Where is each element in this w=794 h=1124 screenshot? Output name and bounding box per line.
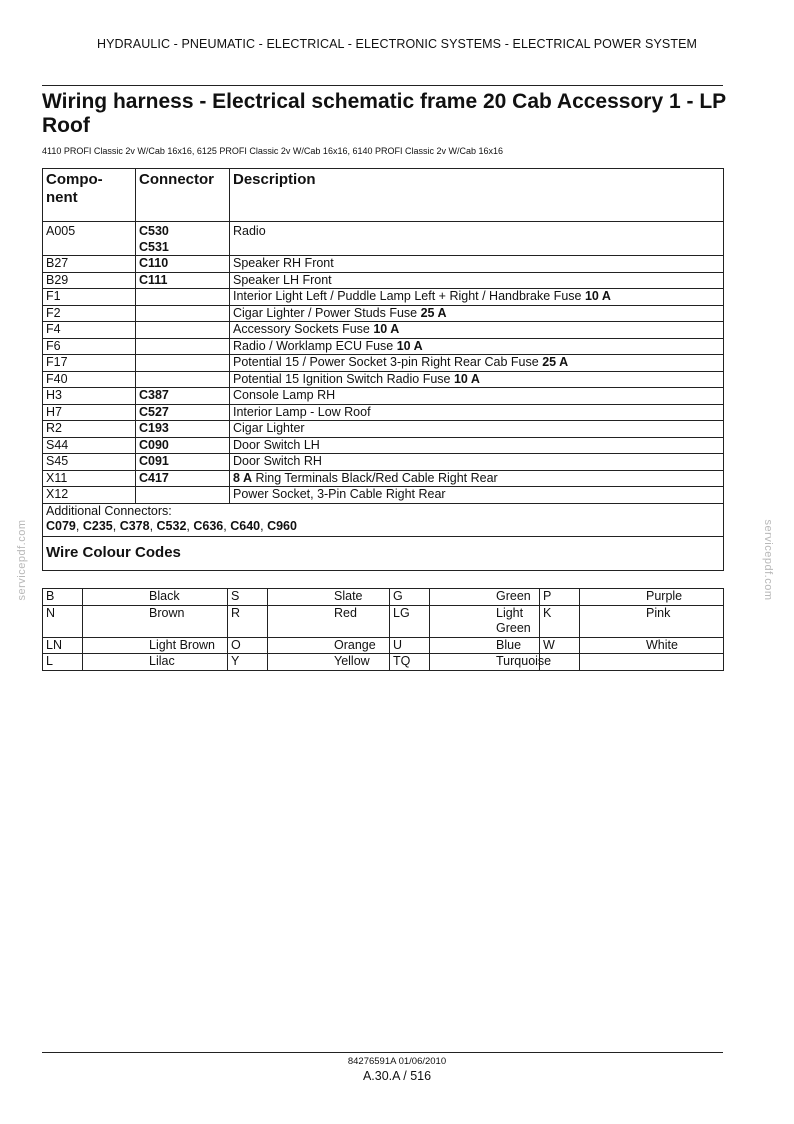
connector-cell — [136, 487, 230, 504]
description-text: Interior Lamp - Low Roof — [233, 404, 371, 419]
additional-connectors-label: Additional Connectors: — [46, 503, 172, 518]
table-row — [43, 256, 724, 273]
table-row — [43, 272, 724, 289]
colour-code: S — [228, 589, 268, 606]
description-text: Interior Light Left / Puddle Lamp Left + Right / Handbrake Fuse — [233, 289, 585, 303]
table-row — [43, 487, 724, 504]
colour-name: Slate — [268, 589, 390, 606]
wire-colour-title-row — [43, 536, 724, 570]
page-header: HYDRAULIC - PNEUMATIC - ELECTRICAL - ELECTRONIC SYSTEMS - ELECTRICAL POWER SYSTEM — [96, 37, 698, 51]
colour-code: LG — [390, 605, 430, 637]
colour-code: TQ — [390, 654, 430, 671]
description-text: Cigar Lighter — [233, 421, 305, 435]
description-text: Speaker LH Front — [233, 272, 332, 287]
description-cell — [230, 222, 724, 256]
watermark-right: servicepdf.com — [762, 519, 774, 601]
description-cell — [230, 388, 724, 405]
description-text: Potential 15 / Power Socket 3-pin Right Rear Cab Fuse — [233, 355, 543, 369]
component-cell: S44 — [43, 437, 136, 454]
model-list: 4110 PROFI Classic 2v W/Cab 16x16, 6125 PROFI Classic 2v W/Cab 16x16, 6140 PROFI Classic 2v W/Cab 16x16 — [42, 146, 504, 156]
document-reference: 84276591A 01/06/2010 — [347, 1056, 447, 1067]
colour-name: Purple — [580, 589, 724, 606]
rating-value: 25 A — [420, 305, 447, 320]
connector-cell: C417 — [136, 470, 230, 487]
header-divider — [42, 85, 723, 86]
component-cell: S45 — [43, 454, 136, 471]
description-text: Accessory Sockets Fuse — [233, 322, 374, 336]
component-cell: H7 — [43, 404, 136, 421]
component-cell: F17 — [43, 355, 136, 372]
table-row — [43, 322, 724, 339]
connector-code: C640 — [230, 519, 261, 533]
component-cell: B27 — [43, 256, 136, 273]
table-row — [43, 371, 724, 388]
description-text: Ring Terminals Black/Red Cable Right Rear — [252, 470, 498, 485]
component-cell: X11 — [43, 470, 136, 487]
colour-name: Light Brown — [83, 637, 228, 654]
header-connector: Connector — [136, 169, 230, 222]
component-cell: B29 — [43, 272, 136, 289]
colour-code: O — [228, 637, 268, 654]
description-cell — [230, 256, 724, 273]
header-description: Description — [230, 169, 724, 222]
connector-cell: C530 C531 — [136, 222, 230, 256]
connector-cell: C091 — [136, 454, 230, 471]
connector-cell: C193 — [136, 421, 230, 438]
additional-connectors-list: C079, C235, C378, C532, C636, C640, C960 — [46, 519, 297, 533]
connector-code: C378 — [119, 519, 150, 533]
component-cell: F40 — [43, 371, 136, 388]
description-text: Potential 15 Ignition Switch Radio Fuse — [233, 371, 454, 386]
additional-connectors-cell — [43, 503, 724, 536]
connector-cell: C110 — [136, 256, 230, 273]
description-text: Radio — [233, 224, 266, 238]
component-cell: F6 — [43, 338, 136, 355]
description-cell — [230, 470, 724, 487]
description-cell — [230, 289, 724, 306]
component-cell: H3 — [43, 388, 136, 405]
connector-cell: C111 — [136, 272, 230, 289]
description-cell — [230, 322, 724, 339]
watermark-left: servicepdf.com — [16, 519, 28, 601]
component-cell: X12 — [43, 487, 136, 504]
description-text: Cigar Lighter / Power Studs Fuse — [233, 305, 421, 320]
table-row — [43, 470, 724, 487]
colour-name: Blue — [430, 637, 540, 654]
component-cell: F1 — [43, 289, 136, 306]
table-row — [43, 454, 724, 471]
rating-value: 8 A — [233, 470, 252, 485]
wire-colour-table — [42, 588, 724, 671]
colour-name: Yellow — [268, 654, 390, 671]
component-cell: R2 — [43, 421, 136, 438]
colour-name: Green — [430, 589, 540, 606]
description-text: Speaker RH Front — [233, 256, 334, 270]
colour-code: K — [540, 605, 580, 637]
description-text: Console Lamp RH — [233, 388, 336, 402]
header-component: Compo- nent — [43, 169, 136, 222]
rating-value: 10 A — [373, 322, 400, 336]
table-row — [43, 421, 724, 438]
component-table — [42, 168, 724, 571]
table-row — [43, 388, 724, 405]
colour-code: P — [540, 589, 580, 606]
description-cell — [230, 338, 724, 355]
rating-value: 25 A — [542, 355, 569, 369]
connector-cell: C387 — [136, 388, 230, 405]
description-cell — [230, 355, 724, 372]
description-cell — [230, 454, 724, 471]
rating-value: 10 A — [453, 371, 480, 386]
table-header-row — [43, 169, 724, 222]
colour-code: R — [228, 605, 268, 637]
table-row — [43, 404, 724, 421]
colour-row — [43, 605, 724, 637]
component-cell: A005 — [43, 222, 136, 256]
connector-cell — [136, 289, 230, 306]
component-cell: F2 — [43, 305, 136, 322]
connector-code: C636 — [193, 519, 224, 533]
colour-name: Orange — [268, 637, 390, 654]
connector-cell — [136, 371, 230, 388]
colour-code: B — [43, 589, 83, 606]
page-title: Wiring harness - Electrical schematic frame 20 Cab Accessory 1 - LP Roof — [42, 90, 726, 137]
colour-code: U — [390, 637, 430, 654]
colour-name: Turquoise — [430, 654, 540, 671]
colour-row — [43, 654, 724, 671]
description-cell — [230, 437, 724, 454]
additional-connectors-row — [43, 503, 724, 536]
connector-code: C235 — [82, 519, 113, 533]
colour-code: W — [540, 637, 580, 654]
colour-code: N — [43, 605, 83, 637]
description-cell — [230, 404, 724, 421]
description-cell — [230, 272, 724, 289]
colour-code: G — [390, 589, 430, 606]
connector-cell — [136, 305, 230, 322]
colour-name: Light Green — [430, 605, 540, 637]
connector-cell — [136, 322, 230, 339]
table-row — [43, 305, 724, 322]
connector-cell — [136, 355, 230, 372]
connector-code: C079 — [46, 519, 76, 533]
description-cell — [230, 421, 724, 438]
rating-value: 10 A — [396, 338, 423, 353]
connector-code: C532 — [156, 519, 187, 533]
table-row — [43, 355, 724, 372]
description-cell — [230, 305, 724, 322]
table-row — [43, 338, 724, 355]
table-row — [43, 437, 724, 454]
colour-name — [580, 654, 724, 671]
colour-name: Lilac — [83, 654, 228, 671]
description-text: Door Switch RH — [233, 454, 322, 468]
description-text: Radio / Worklamp ECU Fuse — [233, 338, 397, 353]
colour-code: LN — [43, 637, 83, 654]
colour-code: Y — [228, 654, 268, 671]
table-row — [43, 289, 724, 306]
connector-code: C960 — [267, 519, 297, 533]
description-text: Power Socket, 3-Pin Cable Right Rear — [233, 487, 446, 501]
description-cell — [230, 371, 724, 388]
wire-colour-codes-title: Wire Colour Codes — [43, 536, 724, 570]
description-text: Door Switch LH — [233, 437, 320, 452]
colour-name: White — [580, 637, 724, 654]
footer-divider — [42, 1052, 723, 1053]
description-cell — [230, 487, 724, 504]
connector-cell — [136, 338, 230, 355]
colour-name: Red — [268, 605, 390, 637]
colour-row — [43, 637, 724, 654]
colour-name: Pink — [580, 605, 724, 637]
page-number: A.30.A / 516 — [362, 1069, 432, 1083]
component-cell: F4 — [43, 322, 136, 339]
connector-cell: C527 — [136, 404, 230, 421]
colour-row — [43, 589, 724, 606]
colour-name: Black — [83, 589, 228, 606]
colour-name: Brown — [83, 605, 228, 637]
colour-code: L — [43, 654, 83, 671]
rating-value: 10 A — [584, 289, 611, 303]
table-row — [43, 222, 724, 256]
connector-cell: C090 — [136, 437, 230, 454]
